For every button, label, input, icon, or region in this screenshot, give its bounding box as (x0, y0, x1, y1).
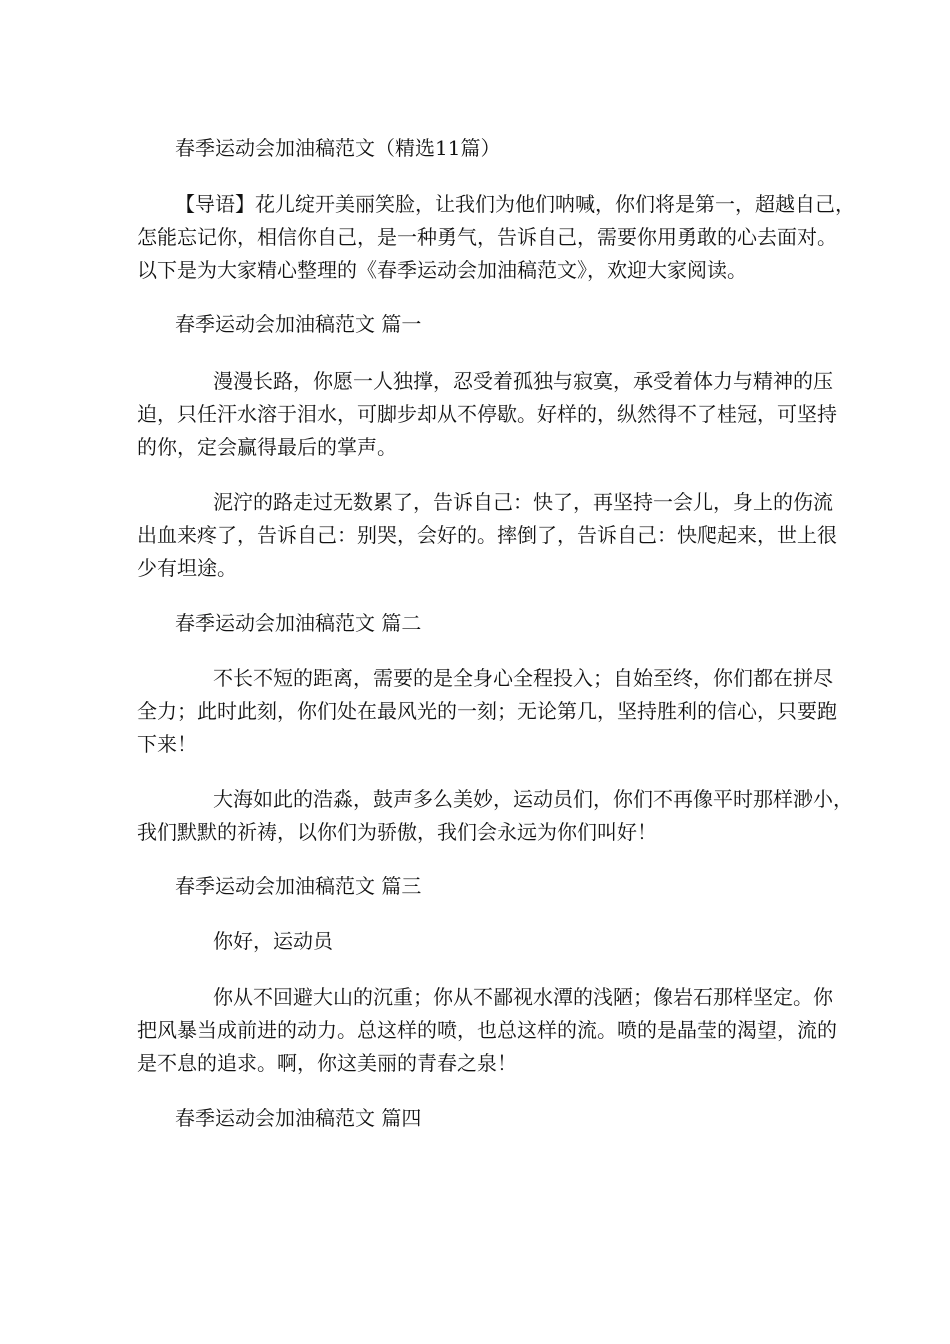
paragraph-line: 少有坦途。 (137, 556, 237, 580)
paragraph-line: 泥泞的路走过无数累了，告诉自己：快了，再坚持一会儿，身上的伤流 (213, 490, 833, 514)
paragraph-line: 你好，运动员 (213, 929, 333, 953)
paragraph-line: 不长不短的距离，需要的是全身心全程投入；自始至终，你们都在拼尽 (213, 666, 833, 690)
paragraph-line: 的你，定会赢得最后的掌声。 (137, 435, 397, 459)
paragraph-line: 出血来疼了，告诉自己：别哭，会好的。摔倒了，告诉自己：快爬起来，世上很 (137, 523, 837, 547)
paragraph-line: 全力；此时此刻，你们处在最风光的一刻；无论第几，坚持胜利的信心，只要跑 (137, 699, 837, 723)
paragraph-line: 迫，只任汗水溶于泪水，可脚步却从不停歇。好样的，纵然得不了桂冠，可坚持 (137, 402, 837, 426)
paragraph-line: 是不息的追求。啊，你这美丽的青春之泉！ (137, 1051, 517, 1075)
paragraph-line: 把风暴当成前进的动力。总这样的喷，也总这样的流。喷的是晶莹的渴望，流的 (137, 1018, 837, 1042)
document-title: 春季运动会加油稿范文（精选11篇） (175, 136, 501, 160)
intro-line: 以下是为大家精心整理的《春季运动会加油稿范文》，欢迎大家阅读。 (137, 258, 747, 282)
intro-line: 【导语】花儿绽开美丽笑脸，让我们为他们呐喊，你们将是第一，超越自己， (175, 192, 855, 216)
paragraph-line: 大海如此的浩淼，鼓声多么美妙，运动员们，你们不再像平时那样渺小， (213, 787, 853, 811)
section-heading: 春季运动会加油稿范文 篇四 (175, 1106, 422, 1130)
section-heading: 春季运动会加油稿范文 篇二 (175, 611, 422, 635)
intro-line: 怎能忘记你，相信你自己，是一种勇气，告诉自己，需要你用勇敢的心去面对。 (137, 225, 837, 249)
section-heading: 春季运动会加油稿范文 篇一 (175, 312, 422, 336)
paragraph-line: 下来！ (137, 732, 197, 756)
section-heading: 春季运动会加油稿范文 篇三 (175, 874, 422, 898)
paragraph-line: 我们默默的祈祷，以你们为骄傲，我们会永远为你们叫好！ (137, 820, 657, 844)
paragraph-line: 你从不回避大山的沉重；你从不鄙视水潭的浅陋；像岩石那样坚定。你 (213, 985, 833, 1009)
paragraph-line: 漫漫长路，你愿一人独撑，忍受着孤独与寂寞，承受着体力与精神的压 (213, 369, 833, 393)
